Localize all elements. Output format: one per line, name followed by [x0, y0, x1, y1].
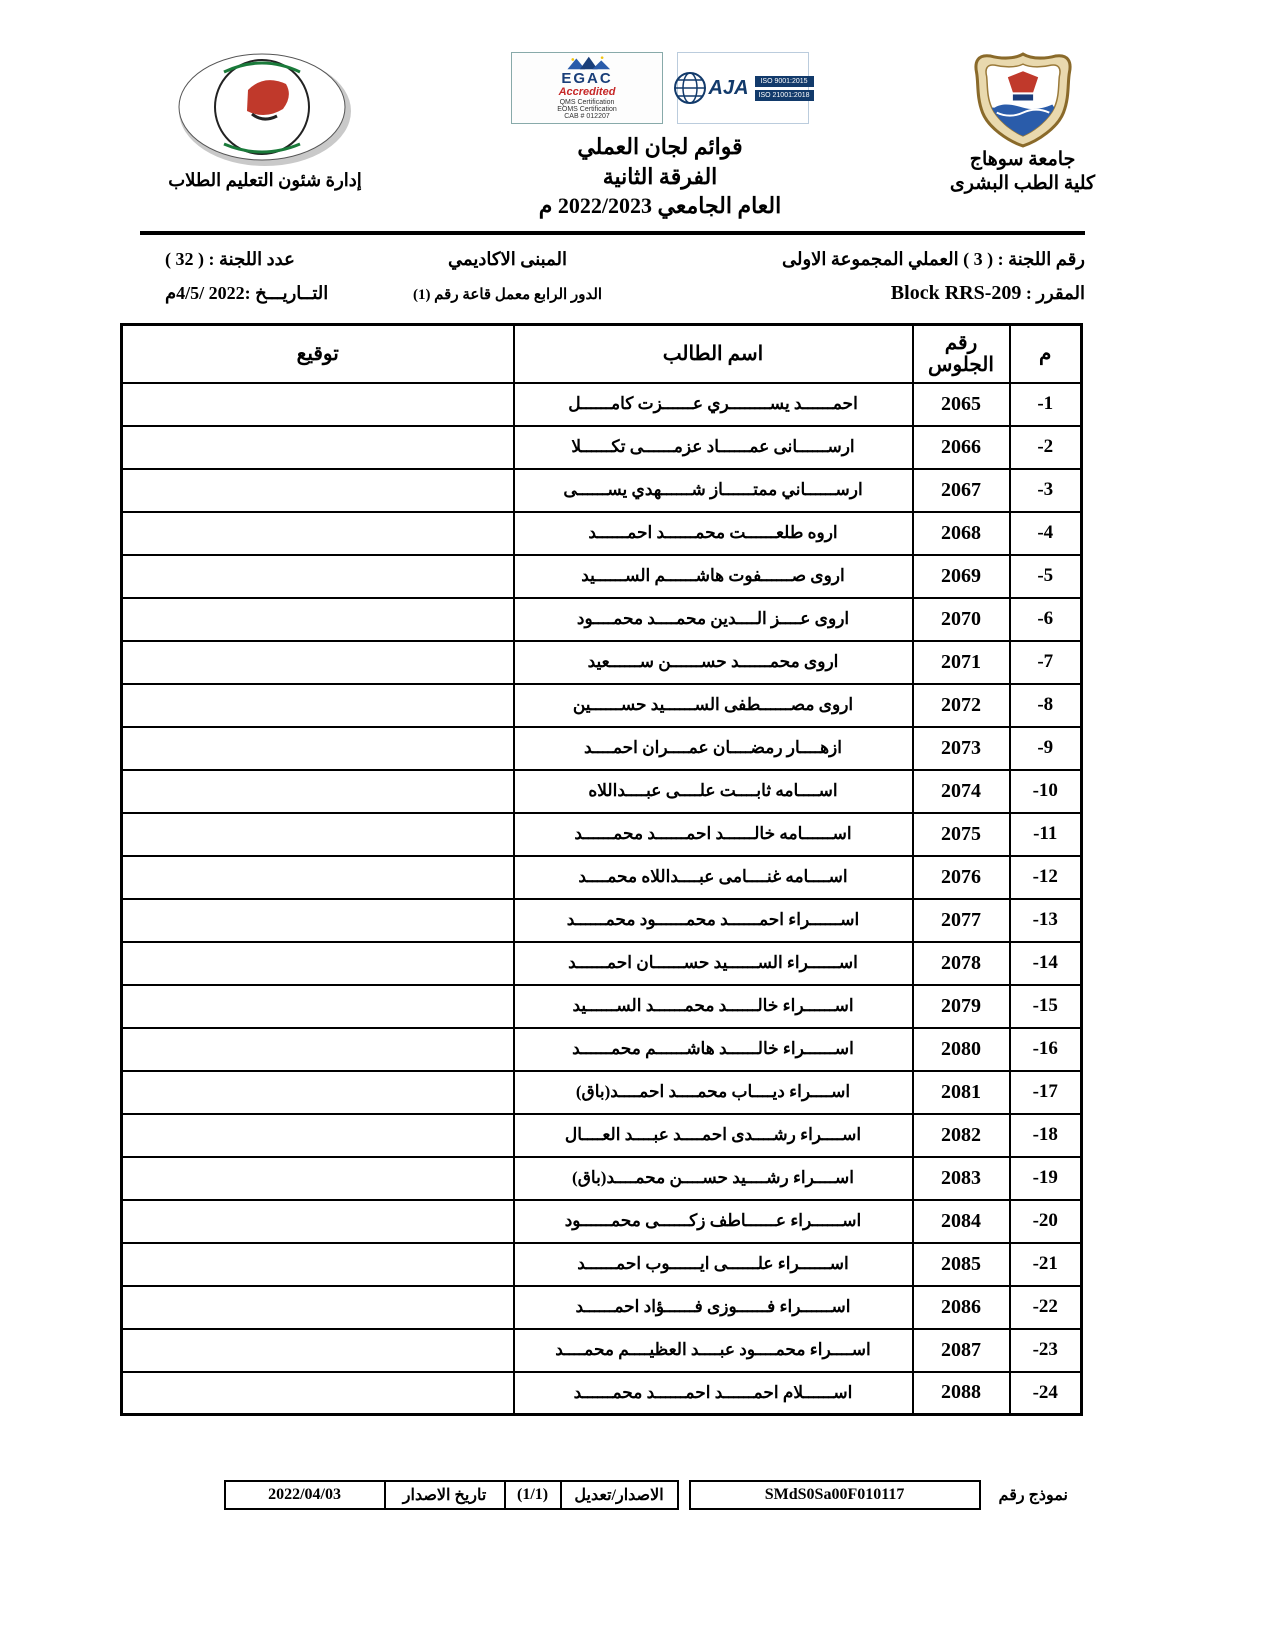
header-cell-signature: توقيع: [122, 325, 514, 383]
signature-cell[interactable]: [122, 1243, 514, 1286]
table-row: [122, 856, 1082, 899]
table-row: [122, 727, 1082, 770]
student-name-cell: اروى محمــــــد حســــــن ســــــعيد: [514, 641, 913, 684]
row-number-cell: -22: [1010, 1286, 1082, 1329]
seat-number-cell: 2080: [913, 1028, 1010, 1071]
signature-cell[interactable]: [122, 1157, 514, 1200]
seat-number-cell: 2071: [913, 641, 1010, 684]
aja-iso-badge: ISO 9001:2015: [755, 76, 814, 87]
row-number-cell: -9: [1010, 727, 1082, 770]
university-block: [905, 52, 1140, 196]
seat-number-cell: 2081: [913, 1071, 1010, 1114]
row-number-cell: -4: [1010, 512, 1082, 555]
admin-office-label: إدارة شئون التعليم الطلاب: [168, 170, 362, 190]
signature-cell[interactable]: [122, 1329, 514, 1372]
accreditation-badges: [415, 52, 905, 124]
committee-number-line: رقم اللجنة : ( 3 ) العملي المجموعة الاولى: [781, 249, 1085, 270]
document-header: [0, 0, 1275, 221]
student-name-cell: اســــراء رشــــدى احمــــد عبــــد العــــال: [514, 1114, 913, 1157]
signature-cell[interactable]: [122, 1200, 514, 1243]
seat-number-cell: 2079: [913, 985, 1010, 1028]
students-roster-table: [120, 323, 1083, 1416]
aja-name: AJA: [708, 76, 749, 99]
signature-cell[interactable]: [122, 1372, 514, 1415]
row-number-cell: -8: [1010, 684, 1082, 727]
signature-cell[interactable]: [122, 469, 514, 512]
issue-date-label: تاريخ الاصدار: [386, 1482, 506, 1508]
row-number-cell: -23: [1010, 1329, 1082, 1372]
signature-cell[interactable]: [122, 813, 514, 856]
table-row: [122, 1243, 1082, 1286]
signature-cell[interactable]: [122, 1071, 514, 1114]
row-number-cell: -16: [1010, 1028, 1082, 1071]
row-number-cell: -11: [1010, 813, 1082, 856]
student-name-cell: اروى عــــز الــــدين محمــــد محمــــود: [514, 598, 913, 641]
student-name-cell: اســــراء محمــــود عبــــد العظيــــم محمــــد: [514, 1329, 913, 1372]
university-emblem-icon: [905, 52, 1140, 148]
signature-cell[interactable]: [122, 942, 514, 985]
student-name-cell: اســــــراء فــــــوزى فــــــؤاد احمــــــد: [514, 1286, 913, 1329]
row-number-cell: -2: [1010, 426, 1082, 469]
student-name-cell: ارســــــانى عمــــــاد عزمــــــى تكــــــلا: [514, 426, 913, 469]
signature-cell[interactable]: [122, 641, 514, 684]
student-name-cell: اســــــلام احمــــــد احمــــــد محمــــــد: [514, 1372, 913, 1415]
seat-number-cell: 2084: [913, 1200, 1010, 1243]
header-divider: [140, 231, 1085, 235]
seat-number-cell: 2082: [913, 1114, 1010, 1157]
seat-number-cell: 2065: [913, 383, 1010, 426]
signature-cell[interactable]: [122, 1286, 514, 1329]
student-name-cell: اســــــراء عــــــاطف زكــــــى محمــــــود: [514, 1200, 913, 1243]
table-row: [122, 426, 1082, 469]
egac-accredited-label: Accredited: [558, 86, 616, 99]
form-number-label: نموذج رقم: [998, 1487, 1068, 1505]
seat-number-cell: 2069: [913, 555, 1010, 598]
header-cell-number: م: [1010, 325, 1082, 383]
row-number-cell: -5: [1010, 555, 1082, 598]
committee-info: [165, 249, 1085, 305]
committee-count-line: عدد اللجنة : ( 32 ): [165, 249, 295, 270]
header-cell-seat: رقم الجلوس: [913, 325, 1010, 383]
student-name-cell: اســــــراء خالــــــد محمــــــد الســــــيد: [514, 985, 913, 1028]
issue-date-value: 2022/04/03: [226, 1482, 386, 1508]
document-footer: [120, 1480, 1080, 1510]
table-row: [122, 598, 1082, 641]
student-name-cell: اســــــراء الســــــيد حســــــان احمــــــد: [514, 942, 913, 985]
egac-detail-line: QMS Certification: [559, 98, 615, 106]
aja-accreditation-badge: [677, 52, 809, 124]
building-line: المبنى الاكاديمي: [447, 249, 567, 270]
row-number-cell: -20: [1010, 1200, 1082, 1243]
administration-block: [115, 52, 415, 191]
header-center: [415, 52, 905, 221]
seat-number-cell: 2078: [913, 942, 1010, 985]
student-name-cell: اســــامه غنــــامى عبــــداللاه محمــــد: [514, 856, 913, 899]
date-suffix: م: [165, 283, 177, 304]
table-row: [122, 899, 1082, 942]
table-row: [122, 942, 1082, 985]
college-crescent-logo-icon: [115, 52, 415, 168]
signature-cell[interactable]: [122, 426, 514, 469]
seat-number-cell: 2074: [913, 770, 1010, 813]
signature-cell[interactable]: [122, 1114, 514, 1157]
table-row: [122, 1286, 1082, 1329]
seat-number-cell: 2088: [913, 1372, 1010, 1415]
row-number-cell: -12: [1010, 856, 1082, 899]
signature-cell[interactable]: [122, 899, 514, 942]
seat-number-cell: 2083: [913, 1157, 1010, 1200]
row-number-cell: -18: [1010, 1114, 1082, 1157]
date-value: 4/5/ 2022: [176, 283, 245, 304]
issue-label: الاصدار/تعديل: [574, 1487, 664, 1505]
date-label: التــاريـــخ :: [244, 283, 329, 304]
date-line: [165, 283, 375, 304]
row-number-cell: -15: [1010, 985, 1082, 1028]
student-name-cell: ارســــــاني ممتــــــاز شــــــهدي يســــــى: [514, 469, 913, 512]
course-code: Block RRS-209: [890, 282, 1022, 305]
table-row: [122, 813, 1082, 856]
table-row: [122, 1028, 1082, 1071]
row-number-cell: -14: [1010, 942, 1082, 985]
faculty-name: كلية الطب البشرى: [949, 172, 1096, 194]
row-number-cell: -24: [1010, 1372, 1082, 1415]
egac-mountains-icon: [557, 55, 617, 71]
row-number-cell: -1: [1010, 383, 1082, 426]
table-row: [122, 770, 1082, 813]
signature-cell[interactable]: [122, 555, 514, 598]
table-row: [122, 1372, 1082, 1415]
signature-cell[interactable]: [122, 856, 514, 899]
student-name-cell: اســــــراء احمــــــد محمــــــود محمــــــد: [514, 899, 913, 942]
table-row: [122, 1200, 1082, 1243]
signature-cell[interactable]: [122, 684, 514, 727]
footer-version-group: [224, 1480, 679, 1510]
signature-cell[interactable]: [122, 1028, 514, 1071]
egac-accreditation-badge: [511, 52, 663, 124]
signature-cell[interactable]: [122, 770, 514, 813]
egac-detail-line: CAB # 012207: [564, 113, 610, 121]
signature-cell[interactable]: [122, 985, 514, 1028]
table-row: [122, 555, 1082, 598]
seat-number-cell: 2085: [913, 1243, 1010, 1286]
table-body: [122, 383, 1082, 1415]
issue-number: (1/1): [506, 1482, 562, 1508]
student-name-cell: احمــــــد يســــــــري عــــــزت كامــــــل: [514, 383, 913, 426]
student-name-cell: اروى صــــــفوت هاشــــــم الســــــيد: [514, 555, 913, 598]
student-name-cell: اســــــراء علــــــى ايــــــوب احمــــــد: [514, 1243, 913, 1286]
seat-number-cell: 2068: [913, 512, 1010, 555]
student-name-cell: اســــراء رشــــيد حســــن محمــــد(باق): [514, 1157, 913, 1200]
student-name-cell: اســــــراء خالــــــد هاشــــــم محمــــــد: [514, 1028, 913, 1071]
row-number-cell: -13: [1010, 899, 1082, 942]
egac-detail-line: EOMS Certification: [557, 105, 617, 113]
table-row: [122, 469, 1082, 512]
signature-cell[interactable]: [122, 383, 514, 426]
table-row: [122, 1114, 1082, 1157]
table-row: [122, 684, 1082, 727]
seat-number-cell: 2086: [913, 1286, 1010, 1329]
table-row: [122, 1329, 1082, 1372]
row-number-cell: -6: [1010, 598, 1082, 641]
table-header-row: [122, 325, 1082, 383]
row-number-cell: -10: [1010, 770, 1082, 813]
student-name-cell: اســــــامه خالــــــد احمــــــد محمــــــد: [514, 813, 913, 856]
table-row: [122, 1157, 1082, 1200]
signature-cell[interactable]: [122, 512, 514, 555]
table-row: [122, 1071, 1082, 1114]
student-name-cell: ازهــــار رمضــــان عمــــران احمــــد: [514, 727, 913, 770]
seat-number-cell: 2087: [913, 1329, 1010, 1372]
row-number-cell: -21: [1010, 1243, 1082, 1286]
university-name: جامعة سوهاج: [969, 149, 1076, 170]
row-number-cell: -17: [1010, 1071, 1082, 1114]
row-number-cell: -7: [1010, 641, 1082, 684]
signature-cell[interactable]: [122, 727, 514, 770]
document-subtitle-grade: الفرقة الثانية: [602, 163, 718, 189]
form-serial-number: SMdS0Sa00F010117: [689, 1480, 981, 1510]
student-name-cell: اروه طلعــــــت محمــــــد احمــــــد: [514, 512, 913, 555]
seat-number-cell: 2075: [913, 813, 1010, 856]
seat-number-cell: 2066: [913, 426, 1010, 469]
row-number-cell: -19: [1010, 1157, 1082, 1200]
seat-number-cell: 2076: [913, 856, 1010, 899]
student-name-cell: اروى مصــــــطفى الســــــيد حســــــين: [514, 684, 913, 727]
document-subtitle-year: العام الجامعي 2022/2023 م: [538, 193, 782, 219]
egac-name: EGAC: [561, 70, 613, 88]
aja-globe-icon: [673, 71, 707, 105]
table-row: [122, 512, 1082, 555]
table-row: [122, 641, 1082, 684]
seat-number-cell: 2073: [913, 727, 1010, 770]
seat-number-cell: 2077: [913, 899, 1010, 942]
document-title: قوائم لجان العملي: [577, 134, 743, 159]
table-row: [122, 985, 1082, 1028]
table-row: [122, 383, 1082, 426]
seat-number-cell: 2067: [913, 469, 1010, 512]
seat-number-cell: 2072: [913, 684, 1010, 727]
row-number-cell: -3: [1010, 469, 1082, 512]
aja-iso-badge: ISO 21001:2018: [755, 90, 814, 101]
student-name-cell: اســــامه ثابــــت علــــى عبــــداللاه: [514, 770, 913, 813]
student-name-cell: اســــراء ديــــاب محمــــد احمــــد(باق): [514, 1071, 913, 1114]
room-line: الدور الرابع معمل قاعة رقم (1): [412, 287, 603, 304]
signature-cell[interactable]: [122, 598, 514, 641]
seat-number-cell: 2070: [913, 598, 1010, 641]
course-label: المقرر :: [1025, 283, 1085, 304]
course-line: [640, 282, 1085, 305]
header-cell-name: اسم الطالب: [514, 325, 913, 383]
